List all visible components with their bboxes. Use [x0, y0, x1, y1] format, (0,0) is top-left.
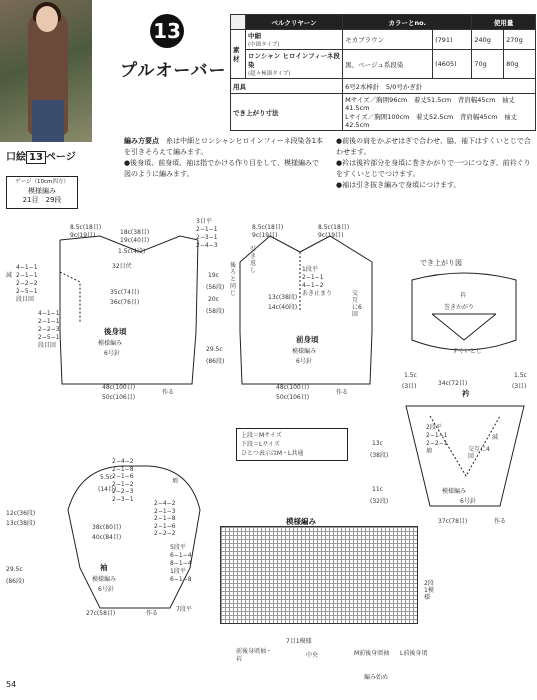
pattern-number: 13 — [150, 14, 184, 48]
pattern-title: プルオーバー — [120, 61, 227, 81]
sleeve-inc2: 2−4−2 2−1−3 2−1−8 2−1−6 2−2−2 — [154, 500, 176, 537]
yarn-1: 中細 — [248, 32, 261, 40]
finish-l: Lサイズ／胸囲100cm 着丈52.5cm 背肩幅45cm 袖丈42.5cm — [345, 113, 518, 129]
l-1: 270g — [504, 30, 536, 50]
hdr-color: カラーとno. — [343, 15, 472, 30]
instructions-left: 編み方要点 糸は中細とロンシャンヒロインフィーネ段染各1本を引きそろえて編みます。 ●後身頃、前身頃、袖は指でかける作り目をして、模様編みで図のように編みます。 — [124, 137, 324, 178]
no-2: (4605) — [433, 50, 472, 79]
front-marks: 3目平 2−1−1 2−3−1 2−4−3 — [196, 218, 218, 249]
tools: 6号2本棒針 5/0号かぎ針 — [343, 79, 536, 94]
photo-ref: 口絵 13 ページ — [6, 152, 76, 163]
front-body-diagram — [230, 212, 390, 402]
gauge-box: ゲージ（10cm四方） 模様編み 21目 29段 — [6, 176, 78, 209]
l-2: 80g — [504, 50, 536, 79]
yarn-1-sub: (中細タイプ) — [248, 42, 280, 48]
collar-inc: 2段平 2−1−1 2−2−1 増 — [426, 424, 448, 455]
m-2: 70g — [472, 50, 504, 79]
finish-label: でき上がり寸法 — [231, 94, 343, 131]
finished-diagram — [392, 270, 536, 370]
no-1: (791) — [433, 30, 472, 50]
m-1: 240g — [472, 30, 504, 50]
sleeve-inc1: 2−4−2 2−1−8 2−1−6 2−1−2 2−2−3 2−3−1 — [112, 458, 134, 503]
back-dec-list-2: 4−1−1 2−1−1 2−2−3 2−5−1 段目回 — [38, 310, 60, 349]
finish-m: Mサイズ／胸囲96cm 着丈51.5cm 背肩幅45cm 袖丈41.5cm — [345, 96, 515, 112]
side-label: 素材 — [231, 30, 246, 79]
back-dec-list-1: 4−1−1 2−1−1 2−2−2 2−5−1 段目回 — [16, 264, 38, 303]
front-center: 1段平 2−1−1 4−1−2 あき止まり — [302, 266, 333, 297]
tools-label: 用具 — [231, 79, 343, 94]
yarn-2: ロンシャン ヒロインフィーネ段染 — [248, 52, 340, 69]
sleeve-bottom-inc: 5段平 6−1−4 8−1−4 1段平 6−1−8 — [170, 544, 192, 583]
hdr-yarn: ベルクリヤーン — [246, 15, 343, 30]
legend-box: 上段＝Mサイズ 下段＝Lサイズ ひとつ表示はM・L共通 — [236, 428, 348, 461]
hdr-used: 使用量 — [472, 15, 536, 30]
pattern-chart-grid — [220, 526, 418, 624]
yarn-2-sub: (超々極細タイプ) — [248, 71, 291, 77]
page-number: 54 — [6, 680, 17, 689]
model-photo — [0, 0, 92, 142]
color-2: 黒、ベージュ系段染 — [343, 50, 433, 79]
color-1: モカブラウン — [343, 30, 433, 50]
instructions-right: ●前後の肩をかぶせはぎで合わせ、脇、袖下はすくいとじで合わせます。 ●衿は後衿部分を身頃に巻きかがりで一つにつなぎ、前衿ぐりをすくいとじでつけます。 ●袖は引き抜き編みで身頃につけます。 — [336, 137, 531, 189]
materials-table — [230, 14, 536, 131]
